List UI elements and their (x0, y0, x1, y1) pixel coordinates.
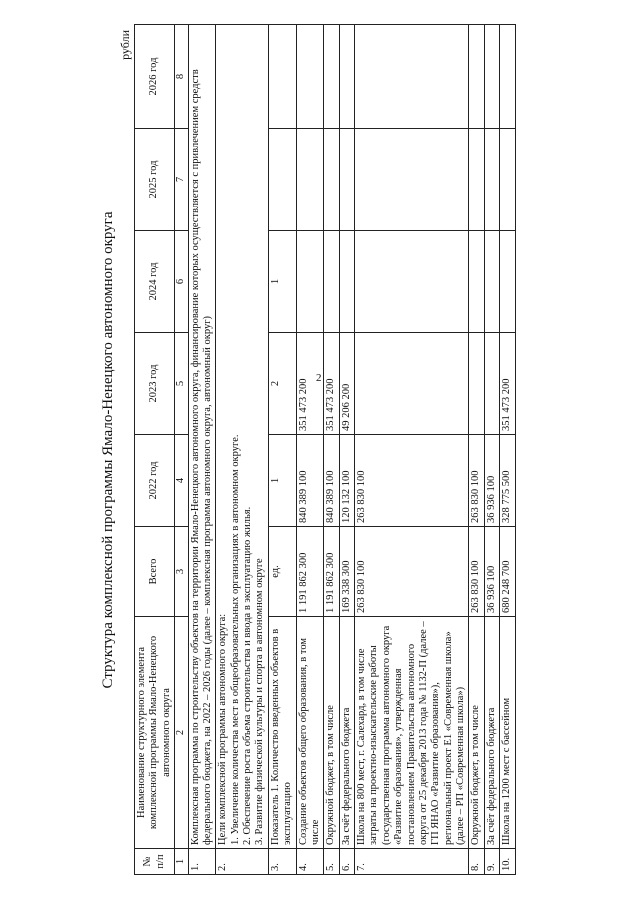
cell-2024 (500, 231, 515, 333)
cell-total: 680 248 700 (500, 527, 515, 617)
units-label: рубли (118, 30, 132, 60)
cell-2023: 351 473 200 (296, 333, 324, 435)
goals-heading: Цели комплексной программы автономного округа: (217, 613, 229, 845)
goal-item: 1. Увеличение количества мест в общеобразовательных организациях в автономном округе. (229, 434, 241, 845)
row-name: Школа на 1200 мест с бассейном (500, 617, 515, 849)
row-number: 9. (484, 849, 499, 875)
cell-2022: 120 132 100 (339, 435, 354, 527)
row-number: 6. (339, 849, 354, 875)
cell-2025 (339, 129, 354, 231)
cell-2026 (268, 25, 296, 129)
cell-2023 (355, 333, 469, 435)
table-row (469, 25, 484, 875)
cell-2023 (469, 333, 484, 435)
col-number: 4 (175, 435, 188, 527)
cell-2024 (324, 231, 339, 333)
goal-item: 3. Развитие физической культуры и спорта в автономном округе (254, 558, 266, 845)
header-2024: 2024 год (135, 231, 175, 333)
program-structure-table (134, 24, 516, 875)
cell-2025 (500, 129, 515, 231)
table-row (268, 25, 296, 875)
col-number: 5 (175, 333, 188, 435)
row-name: За счёт федерального бюджета (484, 617, 499, 849)
cell-2022: 36 936 100 (484, 435, 499, 527)
cell-2026 (469, 25, 484, 129)
row-number: 5. (324, 849, 339, 875)
table-row (324, 25, 339, 875)
table-row (216, 25, 269, 875)
cell-2022: 328 775 500 (500, 435, 515, 527)
cell-total: 1 191 862 300 (296, 527, 324, 617)
cell-2023: 351 473 200 (500, 333, 515, 435)
cell-2024 (296, 231, 324, 333)
header-2025: 2025 год (135, 129, 175, 231)
table-row (484, 25, 499, 875)
header-total: Всего (135, 527, 175, 617)
cell-2022: 1 (268, 435, 296, 527)
header-row (135, 25, 175, 875)
col-number: 8 (175, 25, 188, 129)
cell-2025 (296, 129, 324, 231)
header-name: Наименование структурного элемента комплексной программы Ямало-Ненецкого автономного округа (135, 617, 175, 849)
col-number: 3 (175, 527, 188, 617)
header-2026: 2026 год (135, 25, 175, 129)
cell-2026 (296, 25, 324, 129)
cell-total: ед. (268, 527, 296, 617)
cell-2023: 351 473 200 (324, 333, 339, 435)
row-number: 2. (216, 849, 269, 875)
row-name: Школа на 800 мест, г. Салехард, в том числе затраты на проектно-изыскательские работы (государственная программа автономного округа «Развитие образования», утвержденная постановлением Правительства автономного округа от 25 декабря 2013 года № 1132-П (далее – ГП ЯНАО «Развитие образования»), региональный проект Е1 «Современная школа» (далее – РП «Современная школа») (355, 617, 469, 849)
cell-total: 263 830 100 (355, 527, 469, 617)
cell-2022: 263 830 100 (355, 435, 469, 527)
header-num: № п/п (135, 849, 175, 875)
col-number: 2 (175, 617, 188, 849)
column-numbers-row (175, 25, 188, 875)
cell-2025 (469, 129, 484, 231)
goal-item: 2. Обеспечение роста объема строительства и ввода в эксплуатацию жилья. (242, 506, 253, 845)
cell-2025 (484, 129, 499, 231)
cell-total: 1 191 862 300 (324, 527, 339, 617)
row-name: За счёт федерального бюджета (339, 617, 354, 849)
cell-total: 36 936 100 (484, 527, 499, 617)
cell-2025 (355, 129, 469, 231)
cell-2025 (268, 129, 296, 231)
cell-2022: 840 389 100 (296, 435, 324, 527)
cell-2024 (339, 231, 354, 333)
row-number: 1. (188, 849, 216, 875)
cell-2023 (484, 333, 499, 435)
cell-total: 263 830 100 (469, 527, 484, 617)
row-name: Показатель 1. Количество введенных объектов в эксплуатацию (268, 617, 296, 849)
table-row (188, 25, 216, 875)
row-number: 7. (355, 849, 469, 875)
row-number: 3. (268, 849, 296, 875)
table-row (339, 25, 354, 875)
rotated-document (100, 20, 620, 880)
cell-2024 (469, 231, 484, 333)
cell-2026 (355, 25, 469, 129)
cell-2024: 1 (268, 231, 296, 333)
program-description: Комплексная программа по строительству объектов на территории Ямало-Ненецкого автономного округа, финансирование которых осуществляется с привлечением средств федерального бюджета, на 2022 – 2026 годы (далее – комплексная программа автономного округа, автономный округ) (188, 25, 216, 849)
header-2022: 2022 год (135, 435, 175, 527)
row-name: Создание объектов общего образования, в том числе (296, 617, 324, 849)
row-name: Окружной бюджет, в том числе (469, 617, 484, 849)
row-name: Окружной бюджет, в том числе (324, 617, 339, 849)
cell-2024 (484, 231, 499, 333)
cell-2022: 840 389 100 (324, 435, 339, 527)
cell-2025 (324, 129, 339, 231)
cell-2023: 2 (268, 333, 296, 435)
cell-2026 (500, 25, 515, 129)
page-number: 2 (316, 372, 322, 384)
table-row (355, 25, 469, 875)
row-number: 4. (296, 849, 324, 875)
cell-2026 (324, 25, 339, 129)
cell-total: 169 338 300 (339, 527, 354, 617)
cell-2026 (484, 25, 499, 129)
cell-2024 (355, 231, 469, 333)
table-row (500, 25, 515, 875)
row-number: 10. (500, 849, 515, 875)
program-goals (216, 25, 269, 849)
row-number: 8. (469, 849, 484, 875)
cell-2022: 263 830 100 (469, 435, 484, 527)
cell-2026 (339, 25, 354, 129)
header-2023: 2023 год (135, 333, 175, 435)
col-number: 6 (175, 231, 188, 333)
document-title: Структура комплексной программы Ямало-Ненецкого автономного округа (100, 211, 116, 689)
table-row (296, 25, 324, 875)
cell-2023: 49 206 200 (339, 333, 354, 435)
col-number: 1 (175, 849, 188, 875)
col-number: 7 (175, 129, 188, 231)
